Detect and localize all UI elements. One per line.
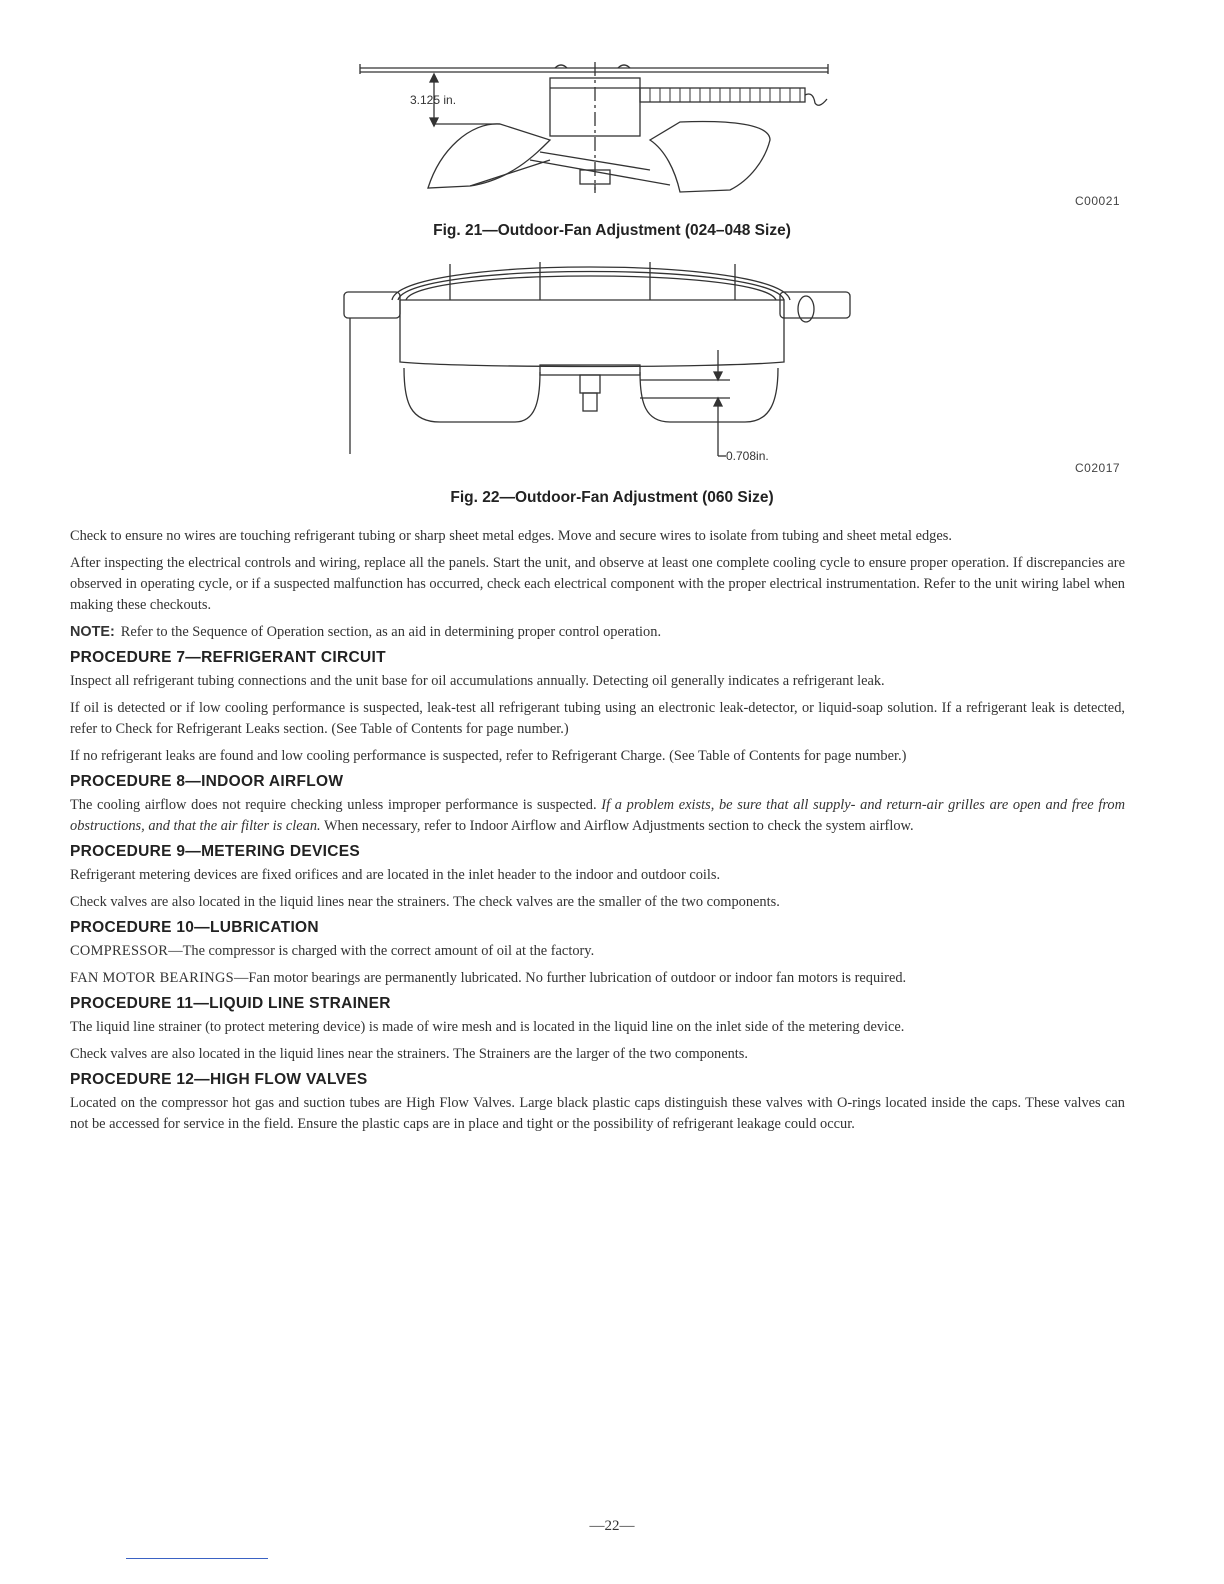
outdoor-fan-060-diagram — [340, 252, 860, 462]
figure-22-drawing — [340, 252, 860, 462]
procedure-8-paragraph — [70, 795, 1125, 837]
fan-bearings-lead: FAN MOTOR BEARINGS — [70, 970, 234, 986]
compressor-lead: COMPRESSOR — [70, 943, 169, 959]
procedure-11-heading: PROCEDURE 11—LIQUID LINE STRAINER — [70, 995, 391, 1012]
compressor-paragraph — [70, 941, 1125, 962]
procedure-7-heading: PROCEDURE 7—REFRIGERANT CIRCUIT — [70, 649, 386, 666]
procedure-8-heading: PROCEDURE 8—INDOOR AIRFLOW — [70, 773, 344, 790]
outdoor-fan-024-048-diagram — [350, 60, 850, 195]
procedure-9-paragraph-2: Check valves are also located in the liquid lines near the strainers. The check valves are the smaller of the two components. — [70, 894, 780, 910]
note-label: NOTE: — [70, 624, 115, 640]
note-paragraph — [70, 622, 1125, 643]
procedure-10-heading: PROCEDURE 10—LUBRICATION — [70, 919, 319, 936]
procedure-11-paragraph-2: Check valves are also located in the liquid lines near the strainers. The Strainers are the larger of the two components. — [70, 1046, 749, 1062]
procedure-12-paragraph: Located on the compressor hot gas and suction tubes are High Flow Valves. Large black plastic caps distinguish these valves with O-rings located inside the caps. These valves can not be accessed for service in the field. Ensure the plastic caps are in place and tight or the possibility of refrigerant leakage could occur. — [70, 1095, 1125, 1132]
figure-21-caption: Fig. 21—Outdoor-Fan Adjustment (024–048 Size) — [433, 222, 791, 239]
intro-paragraph-1: Check to ensure no wires are touching refrigerant tubing or sharp sheet metal edges. Move and secure wires to isolate from tubing and sheet metal edges. — [70, 528, 952, 544]
figure-22-dimension: 0.708in. — [726, 449, 769, 462]
procedure-11-paragraph-1: The liquid line strainer (to protect metering device) is made of wire mesh and is located in the liquid line on the inlet side of the metering device. — [70, 1019, 905, 1035]
figure-22-code: C02017 — [1075, 461, 1121, 475]
fan-bearings-paragraph — [70, 968, 1125, 989]
procedure-8-text-start: The cooling airflow does not require checking unless improper performance is suspected. — [70, 797, 602, 813]
procedure-8-text-end: When necessary, refer to Indoor Airflow and Airflow Adjustments section to check the system airflow. — [320, 818, 914, 834]
footer-divider — [126, 1558, 268, 1559]
procedure-12-heading: PROCEDURE 12—HIGH FLOW VALVES — [70, 1071, 368, 1088]
procedure-9-heading: PROCEDURE 9—METERING DEVICES — [70, 843, 361, 860]
procedure-7-paragraph-2: If oil is detected or if low cooling performance is suspected, leak-test all refrigerant tubing using an electronic leak-detector, or liquid-soap solution. If a refrigerant leak is detected, refer to Check for Refrigerant Leaks section. (See Table of Contents for page number.) — [70, 700, 1125, 737]
procedure-9-paragraph-1: Refrigerant metering devices are fixed orifices and are located in the inlet header to the indoor and outdoor coils. — [70, 867, 721, 883]
procedure-7-paragraph-3: If no refrigerant leaks are found and low cooling performance is suspected, refer to Refrigerant Charge. (See Table of Contents for page number.) — [70, 748, 907, 764]
procedure-7-paragraph-1: Inspect all refrigerant tubing connections and the unit base for oil accumulations annually. Detecting oil generally indicates a refrigerant leak. — [70, 673, 885, 689]
page-number: —22— — [589, 1518, 635, 1534]
note-text: Refer to the Sequence of Operation section, as an aid in determining proper control operation. — [120, 624, 662, 640]
figure-22-caption: Fig. 22—Outdoor-Fan Adjustment (060 Size) — [450, 489, 774, 506]
figure-21-dimension: 3.125 in. — [410, 93, 457, 107]
figure-21-code: C00021 — [1075, 194, 1121, 208]
body-content — [70, 526, 1125, 1141]
intro-paragraph-2: After inspecting the electrical controls and wiring, replace all the panels. Start the unit, and observe at least one complete cooling cycle to ensure proper operation. If discrepancies are observed in operating cycle, or if a suspected malfunction has occurred, check each electrical component with the proper electrical instrumentation. Refer to the unit wiring label when making these checkouts. — [70, 555, 1125, 613]
fan-bearings-text: —Fan motor bearings are permanently lubricated. No further lubrication of outdoor or indoor fan motors is required. — [233, 970, 907, 986]
procedure-8-text-italic: If a problem exists, be sure that all supply- and return-air grilles are open and free from obstructions, and that the air filter is clean. — [70, 797, 1125, 834]
figure-21-drawing — [350, 60, 850, 195]
compressor-text: —The compressor is charged with the correct amount of oil at the factory. — [168, 943, 595, 959]
